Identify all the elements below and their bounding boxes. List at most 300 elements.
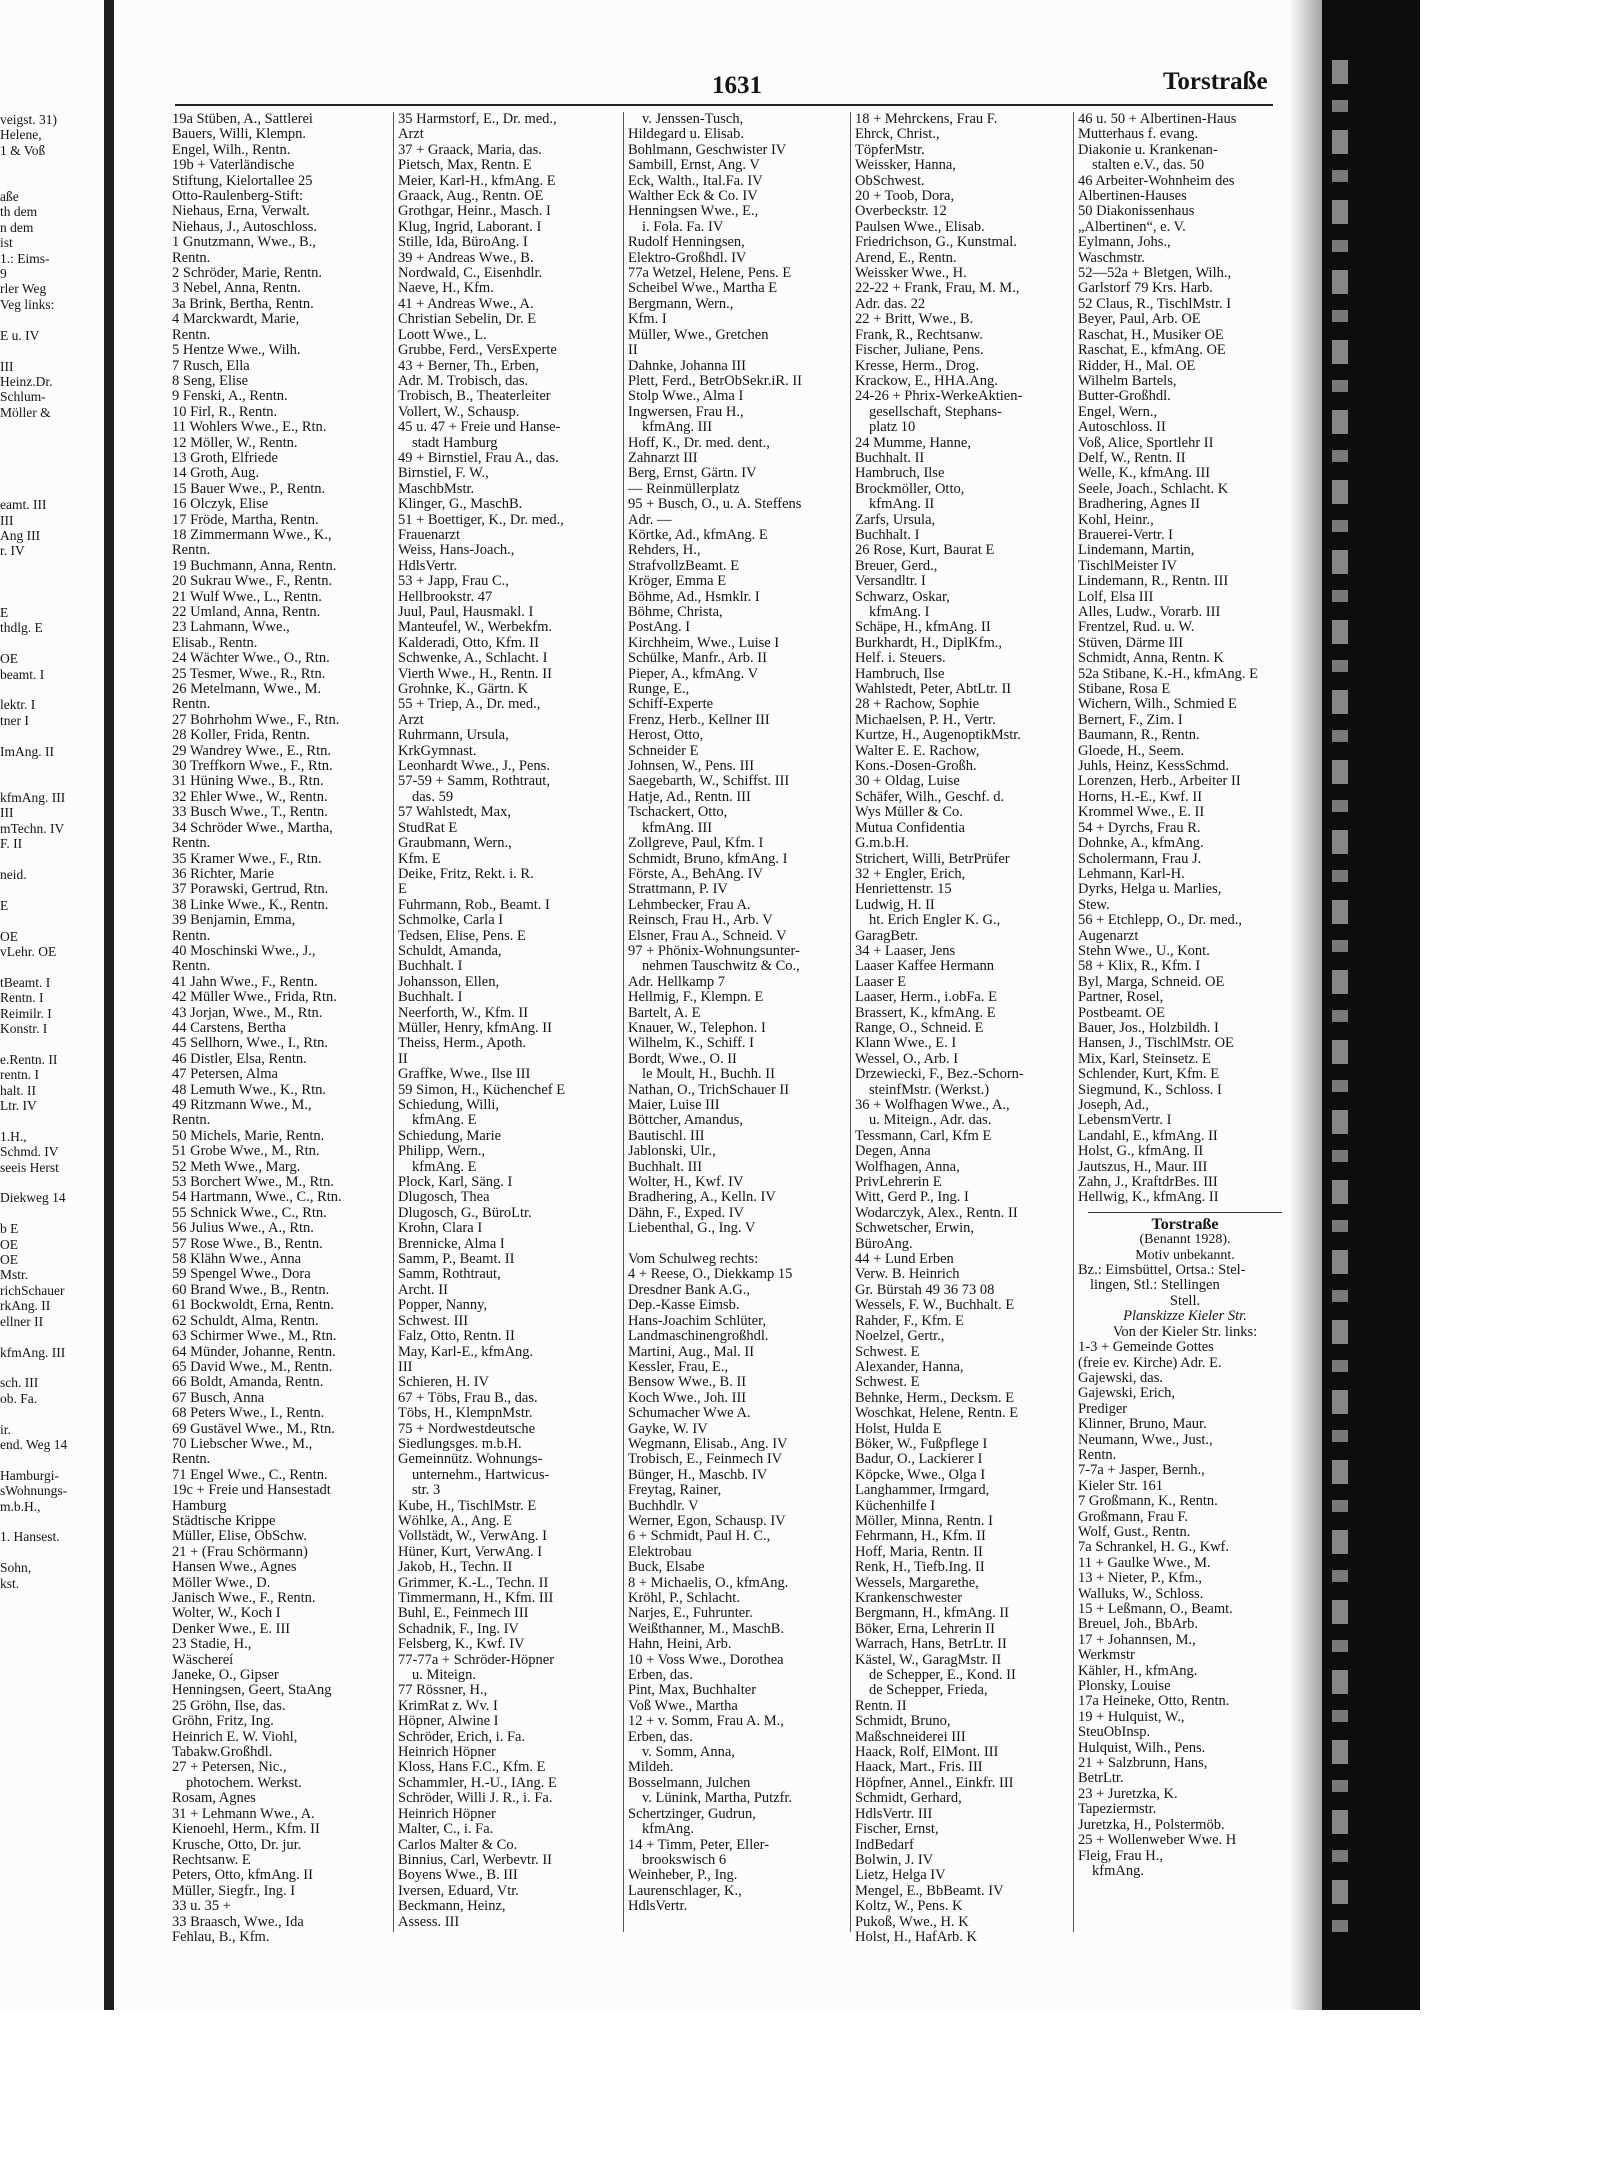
directory-entry: Kessler, Frau, E., xyxy=(628,1359,729,1375)
directory-entry: Stille, Ida, BüroAng. I xyxy=(398,235,528,251)
directory-entry xyxy=(0,158,104,173)
directory-entry: Möller Wwe., D. xyxy=(172,1575,271,1591)
directory-entry: 69 Gustävel Wwe., M., Rtn. xyxy=(172,1421,335,1437)
directory-entry: Nordwald, C., Eisenhdlr. xyxy=(398,266,543,282)
directory-column-4 xyxy=(855,112,1069,1945)
directory-entry: Herost, Otto, xyxy=(628,728,704,744)
directory-entry: Johansson, Ellen, xyxy=(398,974,500,990)
directory-entry: Kfm. E xyxy=(398,851,441,867)
directory-entry: Hüner, Kurt, VerwAng. I xyxy=(398,1544,543,1560)
directory-entry: 55 Schnick Wwe., C., Rtn. xyxy=(172,1205,327,1221)
directory-entry xyxy=(0,1545,104,1560)
directory-entry: b E xyxy=(0,1221,19,1237)
column-divider xyxy=(1073,112,1074,1932)
directory-entry: III xyxy=(0,512,14,528)
directory-entry: 35 Harmstorf, E., Dr. med., xyxy=(398,112,557,127)
directory-entry: Schröder, Erich, i. Fa. xyxy=(398,1729,526,1745)
directory-entry: Lindemann, Martin, xyxy=(1078,543,1195,559)
directory-entry: mTechn. IV xyxy=(0,820,65,836)
directory-entry: 31 + Lehmann Wwe., A. xyxy=(172,1806,315,1822)
directory-entry: 13 Groth, Elfriede xyxy=(172,450,278,466)
directory-entry: Gayke, W. IV xyxy=(628,1421,708,1437)
directory-entry: Martini, Aug., Mal. II xyxy=(628,1344,755,1360)
directory-entry xyxy=(0,1206,104,1221)
directory-entry: 37 Porawski, Gertrud, Rtn. xyxy=(172,882,329,898)
directory-entry: 19a Stüben, A., Sattlerei xyxy=(172,112,313,127)
directory-entry: 21 + (Frau Schörmann) xyxy=(172,1544,308,1560)
directory-entry: 43 + Berner, Th., Erben, xyxy=(398,358,540,374)
directory-entry: Fehlau, B., Kfm. xyxy=(172,1929,270,1945)
left-page-fragment xyxy=(0,112,104,1591)
directory-entry: Beyer, Paul, Arb. OE xyxy=(1078,312,1201,328)
directory-entry: Weißthanner, M., MaschB. xyxy=(628,1621,785,1637)
directory-entry: Mildeh. xyxy=(628,1760,674,1776)
directory-entry: 9 xyxy=(0,266,7,282)
directory-entry: Hulquist, Wilh., Pens. xyxy=(1078,1740,1206,1756)
directory-entry: Hellwig, K., kfmAng. II xyxy=(1078,1190,1219,1206)
directory-entry: 56 Julius Wwe., A., Rtn. xyxy=(172,1221,314,1237)
directory-entry: Henriettenstr. 15 xyxy=(855,882,952,898)
directory-entry: Bünger, H., Maschb. IV xyxy=(628,1467,768,1483)
directory-entry: Bordt, Wwe., O. II xyxy=(628,1051,737,1067)
directory-entry: Juhls, Heinz, KessSchmd. xyxy=(1078,759,1230,775)
directory-entry xyxy=(0,882,104,897)
directory-entry: Graffke, Wwe., Ilse III xyxy=(398,1067,531,1083)
directory-entry: Renk, H., Tiefb.Ing. II xyxy=(855,1560,985,1576)
directory-entry: Möller & xyxy=(0,404,51,420)
directory-entry: stadt Hamburg xyxy=(412,435,498,451)
directory-entry: Buchhalt. I xyxy=(398,990,463,1006)
directory-entry: Mutua Confidentia xyxy=(855,820,965,836)
directory-entry: Voß, Alice, Sportlehr II xyxy=(1078,435,1214,451)
directory-entry: 7 Großmann, K., Rentn. xyxy=(1078,1494,1218,1510)
directory-entry: Schwenke, A., Schlacht. I xyxy=(398,651,548,667)
directory-entry: 63 Schirmer Wwe., M., Rtn. xyxy=(172,1329,337,1345)
directory-entry: Runge, E., xyxy=(628,682,690,698)
directory-entry: Neerforth, W., Kfm. II xyxy=(398,1005,529,1021)
directory-entry: Wessels, Margarethe, xyxy=(855,1575,979,1591)
directory-entry: Kähler, H., kfmAng. xyxy=(1078,1663,1198,1679)
directory-entry: Schwarz, Oskar, xyxy=(855,589,950,605)
directory-entry: Berg, Ernst, Gärtn. IV xyxy=(628,466,757,482)
book-gutter xyxy=(104,0,114,2010)
directory-entry: Erben, das. xyxy=(628,1668,693,1684)
directory-entry: 23 Lahmann, Wwe., xyxy=(172,620,290,636)
directory-entry: tner I xyxy=(0,712,29,728)
directory-entry: v. Somm, Anna, xyxy=(642,1745,735,1761)
directory-entry: 42 Müller Wwe., Frida, Rtn. xyxy=(172,990,337,1006)
directory-entry: Bensow Wwe., B. II xyxy=(628,1375,747,1391)
directory-entry: 52a Stibane, K.-H., kfmAng. E xyxy=(1078,666,1259,682)
directory-entry: Hambruch, Ilse xyxy=(855,466,945,482)
directory-entry: BüroAng. xyxy=(855,1236,913,1252)
directory-entry: Buck, Elsabe xyxy=(628,1560,705,1576)
directory-entry: Elisab., Rentn. xyxy=(172,635,258,651)
directory-entry xyxy=(0,1452,104,1467)
directory-entry: ir. xyxy=(0,1421,11,1437)
directory-entry: Diakonie u. Krankenan- xyxy=(1078,142,1218,158)
directory-entry: kfmAng. I xyxy=(869,605,930,620)
directory-entry: 58 + Klix, R., Kfm. I xyxy=(1078,959,1201,975)
directory-entry: 59 Simon, H., Küchenchef E xyxy=(398,1082,566,1098)
directory-entry: Popper, Nanny, xyxy=(398,1298,488,1314)
directory-entry: Baumann, R., Rentn. xyxy=(1078,728,1200,744)
directory-entry: Theiss, Herm., Apoth. xyxy=(398,1036,527,1052)
directory-entry: v. Lünink, Martha, Putzfr. xyxy=(642,1791,793,1807)
directory-entry: 77a Wetzel, Helene, Pens. E xyxy=(628,266,792,282)
directory-entry: PostAng. I xyxy=(628,620,691,636)
directory-entry: Pietsch, Max, Rentn. E xyxy=(398,158,532,174)
directory-entry: Ltr. IV xyxy=(0,1098,37,1113)
directory-entry: Rentn. xyxy=(172,250,211,266)
directory-entry: ob. Fa. xyxy=(0,1390,38,1406)
directory-entry: Butter-Großhdl. xyxy=(1078,389,1171,405)
directory-entry: Konstr. I xyxy=(0,1020,48,1036)
directory-entry: Gröhn, Fritz, Ing. xyxy=(172,1714,274,1730)
directory-entry: Schwest. III xyxy=(398,1313,469,1329)
directory-entry: ist xyxy=(0,235,13,251)
directory-entry: Bosselmann, Julchen xyxy=(628,1775,751,1791)
directory-entry: Johnsen, W., Pens. III xyxy=(628,759,755,775)
directory-entry: Zahn, J., KraftdrBes. III xyxy=(1078,1175,1218,1191)
directory-entry: 9 Fenski, A., Rentn. xyxy=(172,389,288,405)
directory-entry: Erben, das. xyxy=(628,1729,693,1745)
directory-entry: steinfMstr. (Werkst.) xyxy=(869,1082,990,1098)
directory-entry xyxy=(0,728,104,743)
directory-entry: Eylmann, Johs., xyxy=(1078,235,1171,251)
directory-entry: Hansen, J., TischlMstr. OE xyxy=(1078,1036,1234,1052)
directory-entry: Schmidt, Bruno, xyxy=(855,1714,951,1730)
directory-entry: Kieler Str. 161 xyxy=(1078,1478,1163,1494)
directory-entry: 37 + Graack, Maria, das. xyxy=(398,142,542,158)
directory-entry: Großmann, Frau F. xyxy=(1078,1509,1188,1525)
directory-entry: Wegmann, Elisab., Ang. IV xyxy=(628,1436,788,1452)
directory-entry: Drzewiecki, F., Bez.-Schorn- xyxy=(855,1067,1024,1083)
directory-entry: Postbeamt. OE xyxy=(1078,1005,1165,1021)
directory-entry: Koltz, W., Pens. K xyxy=(855,1899,963,1915)
directory-entry: th dem xyxy=(0,204,38,220)
directory-entry: Juul, Paul, Hausmakl. I xyxy=(398,605,534,620)
directory-entry xyxy=(0,559,104,574)
column-divider xyxy=(850,112,851,1932)
directory-entry: Böhme, Christa, xyxy=(628,605,723,620)
directory-entry: Plett, Ferd., BetrObSekr.iR. II xyxy=(628,373,802,389)
directory-entry: Bauers, Willi, Klempn. xyxy=(172,127,307,143)
directory-entry: 26 Rose, Kurt, Baurat E xyxy=(855,543,995,559)
directory-entry: 10 Firl, R., Rentn. xyxy=(172,404,278,420)
directory-entry: Fuhrmann, Rob., Beamt. I xyxy=(398,897,550,913)
directory-entry: Versandltr. I xyxy=(855,574,926,590)
directory-entry: Bauer, Jos., Holzbildh. I xyxy=(1078,1020,1219,1036)
directory-entry: 33 Braasch, Wwe., Ida xyxy=(172,1914,304,1930)
directory-entry: HdlsVertr. xyxy=(628,1899,688,1915)
directory-entry: Samm, P., Beamt. II xyxy=(398,1252,515,1268)
directory-entry xyxy=(0,1036,104,1051)
directory-entry: Buchhalt. I xyxy=(398,959,463,975)
directory-entry: brookswisch 6 xyxy=(642,1852,727,1868)
directory-entry xyxy=(0,590,104,605)
district-line: Bz.: Eimsbüttel, Ortsa.: Stel- xyxy=(1078,1263,1246,1279)
directory-entry: Delf, W., Rentn. II xyxy=(1078,450,1186,466)
directory-entry: Schadnik, F., Ing. IV xyxy=(398,1621,519,1637)
directory-entry: E xyxy=(398,882,407,898)
directory-entry: SteuObInsp. xyxy=(1078,1725,1151,1741)
directory-entry: le Moult, H., Buchh. II xyxy=(642,1067,775,1083)
directory-entry: Mstr. xyxy=(0,1267,29,1283)
directory-entry: Lolf, Elsa III xyxy=(1078,589,1154,605)
directory-entry: 15 + Leßmann, O., Beamt. xyxy=(1078,1602,1233,1617)
directory-entry: 6 + Schmidt, Paul H. C., xyxy=(628,1529,771,1545)
directory-entry: 22 + Britt, Wwe., B. xyxy=(855,312,974,328)
directory-entry: 95 + Busch, O., u. A. Steffens xyxy=(628,497,802,513)
directory-entry: 57-59 + Samm, Rothtraut, xyxy=(398,774,550,790)
directory-entry xyxy=(0,1360,104,1375)
directory-entry: Müller, Elise, ObSchw. xyxy=(172,1529,308,1545)
directory-entry: II xyxy=(628,343,638,359)
directory-entry: Heinrich Höpner xyxy=(398,1806,496,1822)
directory-entry: Hatje, Ad., Rentn. III xyxy=(628,789,751,805)
directory-entry: Loott Wwe., L. xyxy=(398,327,487,343)
directory-entry: Schiff-Experte xyxy=(628,697,714,713)
directory-entry xyxy=(0,451,104,466)
directory-entry: 21 + Salzbrunn, Hans, xyxy=(1078,1756,1208,1772)
directory-entry: 1.H., xyxy=(0,1128,27,1144)
directory-entry: Dähn, F., Exped. IV xyxy=(628,1205,745,1221)
directory-entry: Mengel, E., BbBeamt. IV xyxy=(855,1883,1004,1899)
directory-entry: III xyxy=(0,358,14,374)
directory-entry: Heinrich E. W. Viohl, xyxy=(172,1729,298,1745)
directory-entry: Koch Wwe., Joh. III xyxy=(628,1390,747,1406)
directory-entry: Siedlungsges. m.b.H. xyxy=(398,1436,522,1452)
directory-entry: Jakob, H., Techn. II xyxy=(398,1560,513,1576)
directory-entry: 18 + Mehrckens, Frau F. xyxy=(855,112,998,127)
directory-entry: Frentzel, Rud. u. W. xyxy=(1078,620,1195,636)
directory-entry: Schmidt, Gerhard, xyxy=(855,1791,962,1807)
directory-entry: Grothgar, Heinr., Masch. I xyxy=(398,204,551,220)
directory-entry: i. Fola. Fa. IV xyxy=(642,219,724,235)
directory-entry: 18 Zimmermann Wwe., K., xyxy=(172,527,332,543)
directory-entry: Elektrobau xyxy=(628,1544,692,1560)
directory-entry: Schiedung, Marie xyxy=(398,1128,502,1144)
directory-entry: 1 Gnutzmann, Wwe., B., xyxy=(172,235,316,251)
directory-entry: Klug, Ingrid, Laborant. I xyxy=(398,219,542,235)
directory-entry: Förste, A., BehAng. IV xyxy=(628,866,763,882)
directory-entry: Hamburgi- xyxy=(0,1467,59,1483)
directory-entry: Dohnke, A., kfmAng. xyxy=(1078,836,1204,852)
directory-entry: 59 Spengel Wwe., Dora xyxy=(172,1267,311,1283)
directory-entry: Waschmstr. xyxy=(1078,250,1145,266)
directory-entry: Körtke, Ad., kfmAng. E xyxy=(628,527,768,543)
directory-entry: Partner, Rosel, xyxy=(1078,990,1164,1006)
directory-entry: 52 Meth Wwe., Marg. xyxy=(172,1159,301,1175)
directory-entry: KrimRat z. Wv. I xyxy=(398,1698,498,1714)
directory-entry: Laaser, Herm., i.obFa. E xyxy=(855,990,997,1006)
directory-entry: Wessels, F. W., Buchhalt. E xyxy=(855,1298,1015,1314)
page-edge-shadow xyxy=(1290,0,1322,2010)
directory-entry: de Schepper, E., Kond. II xyxy=(869,1668,1016,1684)
directory-entry: Wichern, Wilh., Schmied E xyxy=(1078,697,1237,713)
directory-entry: 8 + Michaelis, O., kfmAng. xyxy=(628,1575,789,1591)
directory-entry: Klann Wwe., E. I xyxy=(855,1036,957,1052)
directory-entry: Wodarczyk, Alex., Rentn. II xyxy=(855,1205,1018,1221)
directory-entry: Stew. xyxy=(1078,897,1110,913)
directory-entry: kfmAng. xyxy=(642,1822,694,1838)
directory-entry: Brockmöller, Otto, xyxy=(855,481,965,497)
directory-entry: Holst, G., kfmAng. II xyxy=(1078,1144,1204,1160)
directory-entry: neid. xyxy=(0,866,27,882)
directory-entry: Scholermann, Frau J. xyxy=(1078,851,1202,867)
directory-entry: Buchhalt. I xyxy=(855,527,920,543)
directory-entry: 41 Jahn Wwe., F., Rentn. xyxy=(172,974,318,990)
directory-entry: Krankenschwester xyxy=(855,1591,963,1606)
directory-entry: 3 Nebel, Anna, Rentn. xyxy=(172,281,301,297)
directory-entry: 12 + v. Somm, Frau A. M., xyxy=(628,1714,784,1730)
directory-entry: 31 Hüning Wwe., B., Rtn. xyxy=(172,774,324,790)
directory-entry: Tedsen, Elise, Pens. E xyxy=(398,928,526,944)
directory-entry: 40 Moschinski Wwe., J., xyxy=(172,943,316,959)
section-motive: Motiv unbekannt. xyxy=(1135,1247,1235,1263)
directory-entry: Buhl, E., Feinmech III xyxy=(398,1606,529,1622)
directory-entry: sch. III xyxy=(0,1375,39,1391)
directory-entry: 54 + Dyrchs, Frau R. xyxy=(1078,820,1201,836)
directory-entry: Graubmann, Wern., xyxy=(398,836,512,852)
directory-entry: StudRat E xyxy=(398,820,458,836)
directory-entry: Bradhering, Agnes II xyxy=(1078,497,1201,513)
directory-entry: end. Weg 14 xyxy=(0,1436,68,1452)
directory-entry: MaschbMstr. xyxy=(398,481,475,497)
directory-entry: Rahder, F., Kfm. E xyxy=(855,1313,965,1329)
directory-entry: Ehrck, Christ., xyxy=(855,127,940,143)
directory-entry: 29 Wandrey Wwe., E., Rtn. xyxy=(172,743,331,759)
directory-entry: 56 + Etchlepp, O., Dr. med., xyxy=(1078,913,1243,929)
directory-entry: Buchhdlr. V xyxy=(628,1498,699,1514)
directory-entry: Bernert, F., Zim. I xyxy=(1078,712,1183,728)
directory-entry: kfmAng. III xyxy=(642,420,713,436)
directory-entry: Schröder, Willi J. R., i. Fa. xyxy=(398,1791,553,1807)
directory-entry: Wahlstedt, Peter, AbtLtr. II xyxy=(855,682,1012,698)
directory-entry: Kirchheim, Wwe., Luise I xyxy=(628,635,780,651)
directory-entry: Klinner, Bruno, Maur. xyxy=(1078,1417,1207,1433)
directory-entry: 23 Stadie, H., xyxy=(172,1637,252,1653)
directory-entry: Schwest. E xyxy=(855,1375,920,1391)
directory-entry: 8 Seng, Elise xyxy=(172,373,249,389)
directory-entry: 49 Ritzmann Wwe., M., xyxy=(172,1098,312,1113)
directory-entry xyxy=(0,420,104,435)
directory-entry: 20 Sukrau Wwe., F., Rentn. xyxy=(172,574,333,590)
directory-entry: Hellmig, F., Klempn. E xyxy=(628,990,764,1006)
directory-entry: Laaser E xyxy=(855,974,907,990)
directory-entry: Nathan, O., TrichSchauer II xyxy=(628,1082,790,1098)
directory-entry: Kons.-Dosen-Großh. xyxy=(855,759,977,775)
directory-entry: richSchauer xyxy=(0,1282,65,1298)
directory-entry: 7a Schrankel, H. G., Kwf. xyxy=(1078,1540,1230,1556)
directory-entry: 13 + Nieter, P., Kfm., xyxy=(1078,1571,1202,1587)
directory-entry: 44 Carstens, Bertha xyxy=(172,1020,286,1036)
directory-entry: Böker, Erna, Lehrerin II xyxy=(855,1621,995,1637)
directory-entry: Städtische Krippe xyxy=(172,1513,276,1529)
directory-entry: Engel, Wilh., Rentn. xyxy=(172,142,291,158)
directory-entry: das. 59 xyxy=(412,789,454,805)
directory-entry: n dem xyxy=(0,219,34,235)
directory-entry: Arzt xyxy=(398,712,424,728)
directory-entry: 44 + Lund Erben xyxy=(855,1252,954,1268)
directory-entry: Behnke, Herm., Decksm. E xyxy=(855,1390,1015,1406)
directory-entry: 4 Marckwardt, Marie, xyxy=(172,312,300,328)
directory-entry: 25 + Wollenweber Wwe. H xyxy=(1078,1833,1237,1849)
directory-entry: Weissker Wwe., H. xyxy=(855,266,967,282)
directory-entry: 5 Hentze Wwe., Wilh. xyxy=(172,343,301,359)
directory-entry: StrafvollzBeamt. E xyxy=(628,558,740,574)
directory-entry: de Schepper, Frieda, xyxy=(869,1683,988,1699)
directory-entry: 36 Richter, Marie xyxy=(172,866,275,882)
directory-entry xyxy=(0,312,104,327)
directory-entry: Kästel, W., GaragMstr. II xyxy=(855,1652,1002,1668)
directory-entry: Brauerei-Vertr. I xyxy=(1078,527,1174,543)
directory-entry: thdlg. E xyxy=(0,620,43,636)
directory-entry: Krackow, E., HHA.Ang. xyxy=(855,373,998,389)
directory-entry: Voß Wwe., Martha xyxy=(628,1698,738,1714)
directory-entry: Rehders, H., xyxy=(628,543,701,559)
directory-entry: 45 Sellhorn, Wwe., I., Rtn. xyxy=(172,1036,328,1052)
directory-entry: 24 Mumme, Hanne, xyxy=(855,435,971,451)
directory-entry: Klinger, G., MaschB. xyxy=(398,497,523,513)
directory-entry: Frank, R., Rechtsanw. xyxy=(855,327,983,343)
directory-entry: Jablonski, Ulr., xyxy=(628,1144,716,1160)
directory-entry: 17 Fröde, Martha, Rentn. xyxy=(172,512,319,528)
directory-entry: Fehrmann, H., Kfm. II xyxy=(855,1529,986,1545)
directory-entry: 67 Busch, Anna xyxy=(172,1390,265,1406)
directory-entry: 58 Klähn Wwe., Anna xyxy=(172,1252,301,1268)
directory-entry: 19c + Freie und Hansestadt xyxy=(172,1483,331,1499)
directory-entry: Stolp Wwe., Alma I xyxy=(628,389,744,405)
directory-entry: 70 Liebscher Wwe., M., xyxy=(172,1436,313,1452)
directory-entry: TöpferMstr. xyxy=(855,142,925,158)
directory-entry: Rudolf Henningsen, xyxy=(628,235,745,251)
directory-entry: 46 Distler, Elsa, Rentn. xyxy=(172,1051,307,1067)
directory-entry: 33 Busch Wwe., T., Rentn. xyxy=(172,805,328,821)
directory-entry: Fleig, Frau H., xyxy=(1078,1848,1163,1864)
directory-entry: Woschkat, Helene, Rentn. E xyxy=(855,1406,1019,1422)
directory-entry: ht. Erich Engler K. G., xyxy=(869,913,1001,929)
directory-entry: Fischer, Juliane, Pens. xyxy=(855,343,984,359)
directory-entry: Scheibel Wwe., Martha E xyxy=(628,281,778,297)
directory-entry: Maßschneiderei III xyxy=(855,1729,966,1745)
directory-entry: Müller, Henry, kfmAng. II xyxy=(398,1020,552,1036)
directory-entry: 24 Wächter Wwe., O., Rtn. xyxy=(172,651,330,667)
directory-entry: Breuer, Gerd., xyxy=(855,558,938,574)
directory-entry: 10 + Voss Wwe., Dorothea xyxy=(628,1652,784,1668)
directory-entry: kfmAng. III xyxy=(0,1344,66,1360)
directory-entry: Langhammer, Irmgard, xyxy=(855,1483,990,1499)
directory-entry: Dlugosch, G., BüroLtr. xyxy=(398,1205,532,1221)
directory-entry: F. II xyxy=(0,836,23,852)
directory-entry: Laurenschlager, K., xyxy=(628,1883,742,1899)
directory-entry: Vollert, W., Schausp. xyxy=(398,404,520,420)
directory-entry: Bolwin, J. IV xyxy=(855,1852,934,1868)
directory-entry: Köpcke, Wwe., Olga I xyxy=(855,1467,986,1483)
directory-entry: Kröger, Emma E xyxy=(628,574,727,590)
directory-entry: Vom Schulweg rechts: xyxy=(628,1252,759,1268)
directory-entry: 46 u. 50 + Albertinen-Haus xyxy=(1078,112,1237,127)
directory-entry: 28 + Rachow, Sophie xyxy=(855,697,980,713)
directory-entry: Friedrichson, G., Kunstmal. xyxy=(855,235,1017,251)
directory-entry: kfmAng. E xyxy=(412,1113,477,1129)
directory-entry: Paulsen Wwe., Elisab. xyxy=(855,219,985,235)
directory-entry: Knauer, W., Telephon. I xyxy=(628,1020,766,1036)
directory-entry: 19 Buchmann, Anna, Rentn. xyxy=(172,558,337,574)
directory-entry: 1-3 + Gemeinde Gottes xyxy=(1078,1340,1214,1356)
directory-entry: Reimilr. I xyxy=(0,1005,52,1021)
